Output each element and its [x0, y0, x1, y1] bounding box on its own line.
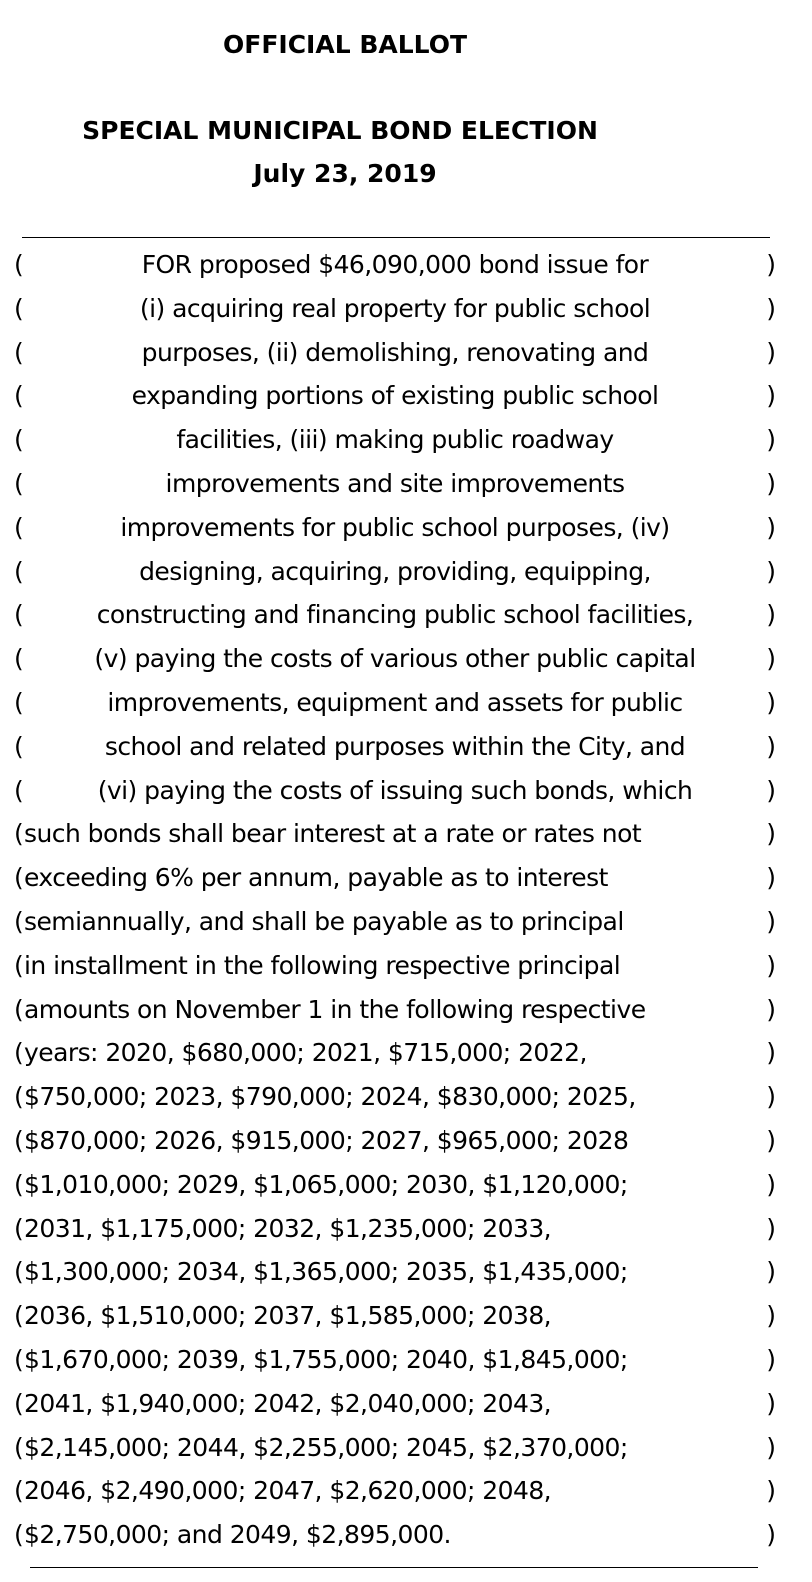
ballot-line — [14, 506, 776, 549]
ballot-line-text: school and related purposes within the City, and — [104, 731, 686, 761]
close-paren: ) — [766, 337, 776, 367]
ballot-line-text: $2,750,000; and 2049, $2,895,000. — [24, 1520, 451, 1550]
ballot-line-text: in installment in the following respective principal — [24, 950, 621, 980]
ballot-line-text: (v) paying the costs of various other public capital — [94, 644, 696, 674]
close-paren: ) — [766, 1432, 776, 1462]
close-paren: ) — [766, 1476, 776, 1506]
close-paren: ) — [766, 950, 776, 980]
ballot-line-text: $1,010,000; 2029, $1,065,000; 2030, $1,120,000; — [24, 1169, 628, 1199]
ballot-line — [14, 1163, 776, 1206]
ballot-line-text: semiannually, and shall be payable as to principal — [24, 907, 624, 936]
open-paren: ( — [14, 688, 24, 717]
ballot-line — [14, 1119, 776, 1162]
ballot-line-text: $1,300,000; 2034, $1,365,000; 2035, $1,435,000; — [24, 1257, 628, 1287]
close-paren: ) — [766, 1388, 776, 1418]
election-name: SPECIAL MUNICIPAL BOND ELECTION — [82, 116, 598, 145]
close-paren: ) — [766, 381, 776, 411]
ballot-line-text: improvements, equipment and assets for public — [107, 688, 683, 717]
ballot-line-text: designing, acquiring, providing, equipping, — [139, 556, 651, 586]
ballot-line — [14, 725, 776, 768]
ballot-line — [14, 988, 776, 1031]
open-paren: ( — [14, 425, 24, 455]
open-paren: ( — [14, 1476, 24, 1506]
bottom-rule — [30, 1567, 758, 1568]
ballot-line — [14, 681, 776, 724]
ballot-line — [14, 593, 776, 636]
close-paren: ) — [766, 819, 776, 849]
ballot-line-text: $870,000; 2026, $915,000; 2027, $965,000; 2028 — [24, 1126, 629, 1155]
close-paren: ) — [766, 1257, 776, 1287]
ballot-line — [14, 812, 776, 855]
open-paren: ( — [14, 1257, 24, 1287]
ballot-line-text: (vi) paying the costs of issuing such bonds, which — [97, 775, 693, 805]
ballot-line — [14, 637, 776, 680]
open-paren: ( — [14, 1301, 24, 1331]
open-paren: ( — [14, 1169, 24, 1199]
ballot-line-text: 2046, $2,490,000; 2047, $2,620,000; 2048, — [24, 1476, 552, 1506]
close-paren: ) — [766, 512, 776, 542]
ballot-line — [14, 1031, 776, 1074]
open-paren: ( — [14, 731, 24, 761]
close-paren: ) — [766, 644, 776, 674]
ballot-line-text: $2,145,000; 2044, $2,255,000; 2045, $2,370,000; — [24, 1432, 628, 1462]
ballot-line — [14, 900, 776, 943]
close-paren: ) — [766, 425, 776, 455]
election-date: July 23, 2019 — [253, 159, 437, 188]
open-paren: ( — [14, 644, 24, 674]
ballot-line-text: years: 2020, $680,000; 2021, $715,000; 2022, — [24, 1038, 587, 1068]
ballot-line-text: $750,000; 2023, $790,000; 2024, $830,000; 2025, — [24, 1082, 636, 1112]
open-paren: ( — [14, 556, 24, 586]
ballot-line-text: (i) acquiring real property for public school — [139, 293, 651, 323]
ballot-line-text: FOR proposed $46,090,000 bond issue for — [141, 250, 649, 279]
close-paren: ) — [766, 688, 776, 717]
close-paren: ) — [766, 731, 776, 761]
close-paren: ) — [766, 863, 776, 893]
close-paren: ) — [766, 556, 776, 586]
ballot-line-text: purposes, (ii) demolishing, renovating and — [141, 337, 649, 367]
ballot-line — [14, 1075, 776, 1118]
close-paren: ) — [766, 1520, 776, 1550]
ballot-line-text: improvements and site improvements — [165, 469, 625, 498]
ballot-line — [14, 1294, 776, 1337]
close-paren: ) — [766, 1082, 776, 1112]
top-rule — [22, 237, 770, 238]
ballot-line-text: 2036, $1,510,000; 2037, $1,585,000; 2038, — [24, 1301, 552, 1331]
close-paren: ) — [766, 1169, 776, 1199]
close-paren: ) — [766, 1345, 776, 1374]
close-paren: ) — [766, 469, 776, 498]
close-paren: ) — [766, 907, 776, 936]
ballot-line — [14, 1513, 776, 1556]
close-paren: ) — [766, 994, 776, 1024]
ballot-title: OFFICIAL BALLOT — [222, 30, 468, 59]
ballot-line — [14, 1250, 776, 1293]
ballot-line-text: expanding portions of existing public school — [131, 381, 659, 411]
open-paren: ( — [14, 819, 24, 849]
close-paren: ) — [766, 600, 776, 630]
ballot-line-text: amounts on November 1 in the following respective — [24, 994, 646, 1024]
open-paren: ( — [14, 950, 24, 980]
open-paren: ( — [14, 994, 24, 1024]
ballot-line — [14, 1382, 776, 1425]
open-paren: ( — [14, 293, 24, 323]
ballot-line — [14, 462, 776, 505]
open-paren: ( — [14, 600, 24, 630]
ballot-line-text: 2031, $1,175,000; 2032, $1,235,000; 2033, — [24, 1213, 552, 1243]
ballot-line-text: improvements for public school purposes, (iv) — [120, 512, 670, 542]
open-paren: ( — [14, 1038, 24, 1068]
ballot-line — [14, 418, 776, 461]
close-paren: ) — [766, 1213, 776, 1243]
ballot-line — [14, 856, 776, 899]
open-paren: ( — [14, 469, 24, 498]
ballot-line — [14, 1469, 776, 1512]
ballot-line-text: constructing and financing public school facilities, — [96, 600, 694, 630]
open-paren: ( — [14, 775, 24, 805]
ballot-line — [14, 1338, 776, 1381]
ballot-line — [14, 243, 776, 286]
ballot-line — [14, 550, 776, 593]
ballot-line — [14, 1207, 776, 1250]
ballot-line — [14, 769, 776, 812]
ballot-line — [14, 374, 776, 417]
ballot-line — [14, 1426, 776, 1469]
ballot-line-text: $1,670,000; 2039, $1,755,000; 2040, $1,845,000; — [24, 1345, 628, 1374]
ballot-line-text: facilities, (iii) making public roadway — [176, 425, 614, 455]
open-paren: ( — [14, 1126, 24, 1155]
close-paren: ) — [766, 1126, 776, 1155]
close-paren: ) — [766, 293, 776, 323]
ballot-line — [14, 331, 776, 374]
open-paren: ( — [14, 1082, 24, 1112]
ballot-line-text: 2041, $1,940,000; 2042, $2,040,000; 2043, — [24, 1388, 552, 1418]
open-paren: ( — [14, 381, 24, 411]
open-paren: ( — [14, 1345, 24, 1374]
close-paren: ) — [766, 250, 776, 279]
open-paren: ( — [14, 250, 24, 279]
open-paren: ( — [14, 1213, 24, 1243]
open-paren: ( — [14, 907, 24, 936]
open-paren: ( — [14, 1432, 24, 1462]
ballot-line — [14, 944, 776, 987]
ballot-line-text: such bonds shall bear interest at a rate or rates not — [24, 819, 642, 849]
open-paren: ( — [14, 1520, 24, 1550]
open-paren: ( — [14, 512, 24, 542]
open-paren: ( — [14, 1388, 24, 1418]
close-paren: ) — [766, 1301, 776, 1331]
open-paren: ( — [14, 337, 24, 367]
close-paren: ) — [766, 775, 776, 805]
close-paren: ) — [766, 1038, 776, 1068]
ballot-line — [14, 287, 776, 330]
ballot-line-text: exceeding 6% per annum, payable as to interest — [24, 863, 608, 893]
open-paren: ( — [14, 863, 24, 893]
